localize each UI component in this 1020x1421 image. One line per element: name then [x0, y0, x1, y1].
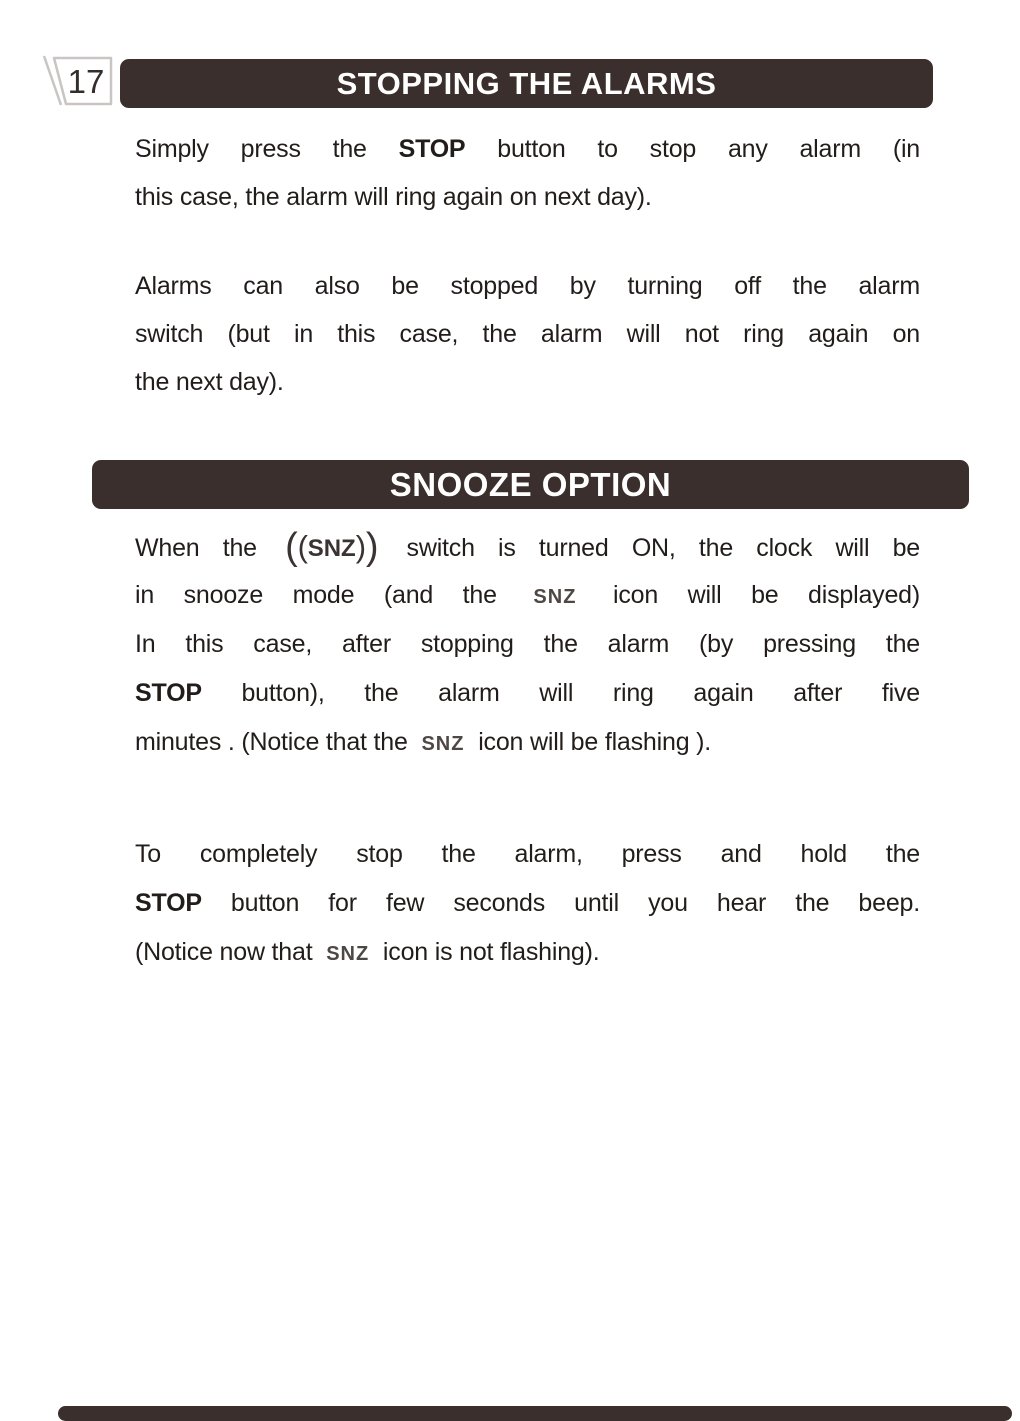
paragraph: [135, 262, 920, 406]
body-text: this case, the alarm will ring again on next day).: [135, 183, 652, 211]
text-line: [135, 310, 920, 358]
body-text: in snooze mode (and the: [135, 581, 527, 609]
body-text: minutes . (Notice that the: [135, 728, 415, 756]
page-number-badge: [36, 55, 116, 108]
text-line: [135, 669, 920, 718]
snz-switch-icon: [285, 526, 379, 568]
body-text: button for few seconds until you hear the beep.: [201, 889, 920, 917]
paragraph: [135, 830, 920, 977]
page-number: 17: [67, 63, 105, 100]
text-line: [135, 358, 920, 406]
body-text: To completely stop the alarm, press and hold the: [135, 840, 920, 868]
body-text: icon will be displayed): [583, 581, 920, 609]
snz-indicator-label: SNZ: [326, 943, 370, 965]
body-text: switch is turned ON, the clock will be: [383, 534, 920, 562]
snz-switch-paren: ): [365, 526, 379, 568]
text-line: [135, 571, 920, 620]
body-text: icon is not flashing).: [376, 938, 600, 966]
snz-switch-paren: (: [285, 526, 298, 568]
snz-switch-paren: ): [355, 529, 366, 564]
body-text: In this case, after stopping the alarm (by pressing the: [135, 630, 920, 658]
snz-switch-paren: (: [297, 529, 308, 564]
text-line: [135, 262, 920, 310]
body-text: Simply press the: [135, 135, 399, 163]
bold-keyword: STOP: [398, 135, 466, 163]
body-text: icon will be flashing ).: [471, 728, 712, 756]
snz-indicator-label: SNZ: [533, 586, 577, 608]
section-body-snooze-option: [135, 522, 920, 977]
bold-keyword: STOP: [135, 679, 202, 707]
body-text: button to stop any alarm (in: [465, 135, 920, 163]
paragraph: [135, 522, 920, 767]
body-text: switch (but in this case, the alarm will not ring again on: [135, 320, 920, 348]
next-section-bar-sliver: [58, 1406, 1012, 1421]
body-text: (Notice now that: [135, 938, 320, 966]
text-line: [135, 879, 920, 928]
body-text: button), the alarm will ring again after five: [201, 679, 920, 707]
body-text: the next day).: [135, 368, 284, 396]
bold-keyword: STOP: [135, 889, 202, 917]
body-text: When the: [135, 534, 281, 562]
body-text: Alarms can also be stopped by turning off the alarm: [135, 272, 920, 300]
text-line: [135, 928, 920, 977]
text-line: [135, 125, 920, 173]
snz-indicator-label: SNZ: [421, 733, 465, 755]
text-line: [135, 173, 920, 221]
section-body-stopping-the-alarms: [135, 125, 920, 406]
section-header-stopping-the-alarms: [120, 59, 933, 108]
section-header-snooze-option: [92, 460, 969, 509]
text-line: [135, 718, 920, 767]
snz-switch-label: SNZ: [307, 535, 356, 562]
text-line: [135, 830, 920, 879]
text-line: [135, 522, 920, 571]
section-title: SNOOZE OPTION: [389, 465, 672, 503]
section-title: STOPPING THE ALARMS: [336, 65, 717, 101]
text-line: [135, 620, 920, 669]
paragraph: [135, 125, 920, 221]
